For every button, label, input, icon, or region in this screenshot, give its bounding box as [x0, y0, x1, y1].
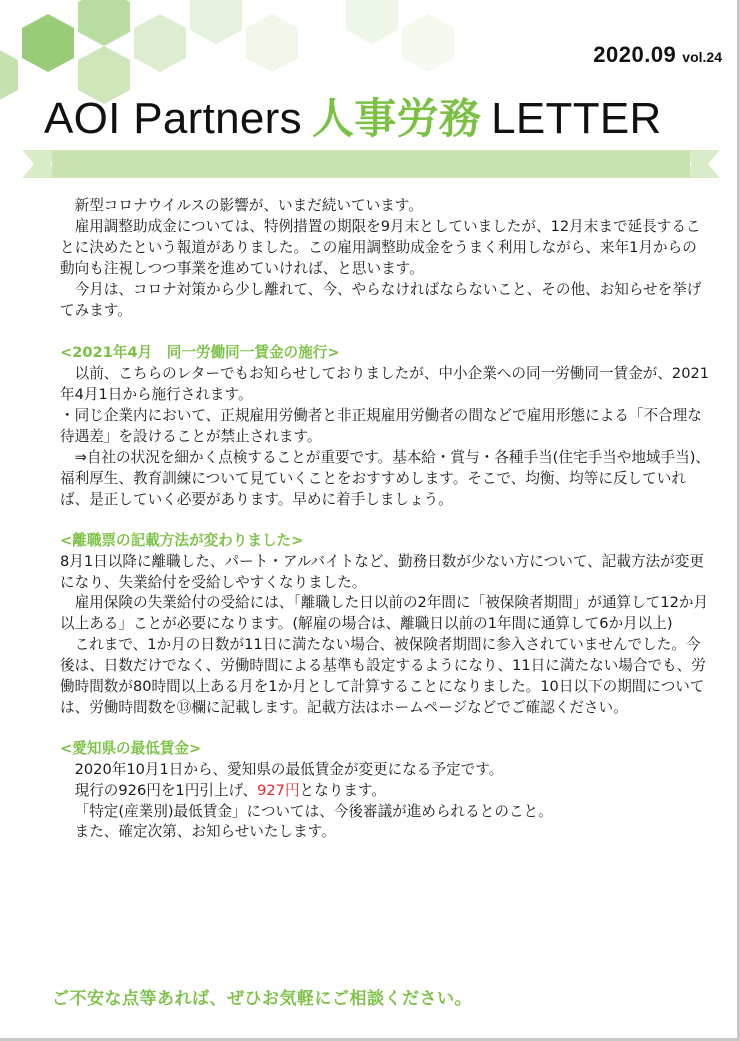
section-paragraph: ⇒自社の状況を細かく点検することが重要です。基本給・賞与・各種手当(住宅手当や地域手当)、福利厚生、教育訓練について見ていくことをおすすめします。そこで、均衡、均等に反していれば、是正していく必要があります。早めに着手しましょう。 — [60, 448, 710, 508]
section-separation-notice — [60, 531, 710, 719]
section-equal-pay — [60, 343, 710, 510]
section-paragraph: 8月1日以降に離職した、パート・アルバイトなど、勤務日数が少ない方について、記載方法が変更になり、失業給付を受給しやすくなりました。 — [60, 552, 704, 591]
intro-paragraph: 雇用調整助成金については、特例措置の期限を9月末としていましたが、12月末まで延長することに決めたという報道がありました。この雇用調整助成金をうまく利用しながら、来年1月からの動向も注視しつつ事業を進めていければ、と思います。 — [60, 217, 701, 277]
letter-body — [60, 196, 710, 843]
section-paragraph: 雇用保険の失業給付の受給には、「離職した日以前の2年間に「被保険者期間」が通算して12か月以上ある」ことが必要になります。(解雇の場合は、離職日以前の1年間に通算して6か月以上) — [60, 594, 709, 633]
section-paragraph: ・同じ企業内において、正規雇用労働者と非正規雇用労働者の間などで雇用形態による「不合理な待遇差」を設けることが禁止されます。 — [60, 407, 702, 446]
intro-paragraph: 今月は、コロナ対策から少し離れて、今、やらなければならないこと、その他、お知らせを挙げてみます。 — [60, 280, 702, 319]
issue-volume: vol.24 — [682, 49, 722, 65]
wage-text: 現行の926円を1円引上げ、 — [74, 781, 258, 799]
wage-text: となります。 — [299, 781, 386, 799]
title-japanese: 人事労務 — [311, 94, 482, 143]
footer-consultation-note: ご不安な点等あれば、ぜひお気軽にご相談ください。 — [52, 989, 472, 1009]
section-paragraph: 以前、こちらのレターでもお知らせしておりましたが、中小企業への同一労働同一賃金が、2021年4月1日から施行されます。 — [60, 365, 710, 404]
new-wage-highlight: 927円 — [257, 781, 300, 799]
section-paragraph: これまで、1か月の日数が11日に満たない場合、被保険者期間に参入されていませんでした。今後は、日数だけでなく、労働時間による基準も設定するようになり、11日に満たない場合でも、労働時間数が80時間以上ある月を1か月として計算することになりました。10日以下の期間については、労働時間数を⑬欄に記載します。記載方法はホームページなどでご確認ください。 — [60, 636, 706, 716]
section-heading: <離職票の記載方法が変わりました> — [60, 531, 304, 549]
issue-date: 2020.09 — [593, 42, 677, 67]
intro-paragraph: 新型コロナウイルスの影響が、いまだ続いています。 — [74, 197, 423, 214]
section-heading: <2021年4月 同一労働同一賃金の施行> — [60, 344, 340, 362]
title-suffix: LETTER — [491, 94, 662, 143]
intro-section — [60, 196, 710, 321]
section-heading: <愛知県の最低賃金> — [60, 739, 202, 757]
section-minimum-wage — [60, 739, 710, 844]
section-paragraph — [60, 781, 710, 802]
newsletter-title — [44, 86, 662, 146]
section-paragraph: 2020年10月1日から、愛知県の最低賃金が変更になる予定です。 — [74, 760, 504, 778]
section-paragraph: 「特定(産業別)最低賃金」については、今後審議が進められるとのこと。 — [74, 802, 553, 820]
issue-number — [593, 42, 722, 68]
ribbon-banner-decoration — [22, 148, 720, 180]
section-paragraph: また、確定次第、お知らせいたします。 — [74, 823, 336, 841]
title-prefix: AOI Partners — [44, 94, 302, 143]
